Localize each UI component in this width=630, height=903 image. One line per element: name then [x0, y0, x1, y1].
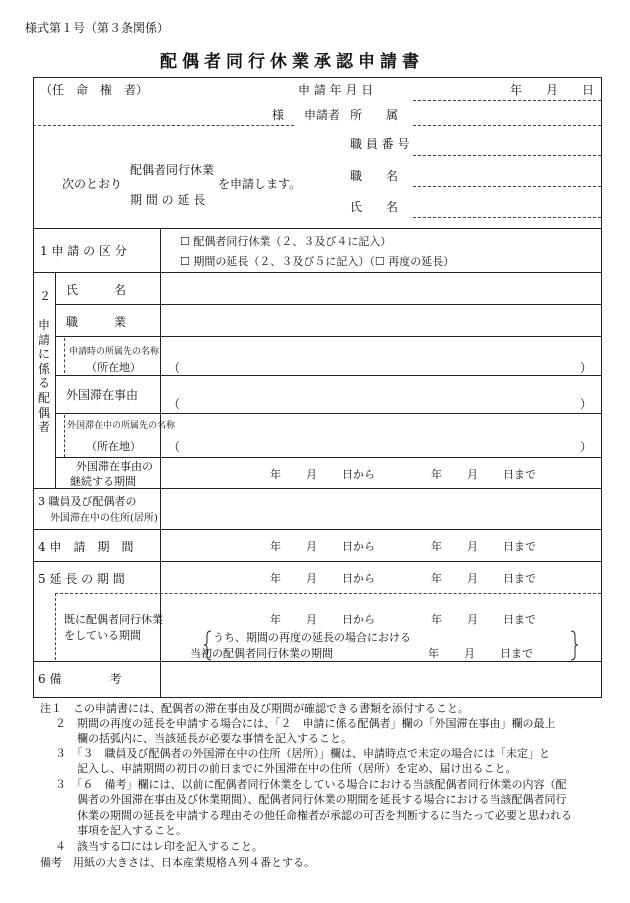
affiliation-name-label: 申請時の所属先の名称 [69, 347, 160, 357]
section3-label-2: 外国滞在中の住所(居所) [50, 513, 158, 524]
paren-open: （ [168, 361, 181, 375]
period-until: 日まで [503, 613, 536, 626]
period-year: 年 [431, 468, 442, 481]
note-3b: 記入し、申請期間の初日の前日までに外国滞在中の住所（居所）を定め、届け出ること。 [77, 762, 517, 775]
period-from: 日から [342, 468, 375, 481]
paren-close: ） [580, 397, 593, 411]
note-5: ４ 該当する☐にはレ印を記入すること。 [55, 840, 263, 853]
section2-bottom-border [33, 488, 602, 489]
period-year: 年 [431, 613, 442, 626]
re-extension-note-1: うち、期間の再度の延長の場合における [213, 631, 411, 644]
period-year: 年 [270, 613, 281, 626]
header-bottom-border [33, 228, 602, 229]
applicant-label: 申請者 [304, 108, 341, 122]
section5-bottom-border [33, 661, 602, 662]
period-until: 日まで [503, 540, 536, 553]
prior-leave-label-1: 既に配偶者同行休業 [64, 613, 163, 626]
section5-dashed-divider [55, 593, 601, 594]
period-year: 年 [270, 468, 281, 481]
note-4b: 偶者の外国滞在事由及び休業期間）、配偶者同行休業の期間を延長する場合における当該配偶者同行 [77, 793, 567, 806]
position-field[interactable] [413, 186, 601, 187]
spouse-name-label: 氏 名 [66, 283, 127, 297]
staff-number-label: 職 員 番 号 [350, 137, 410, 151]
period-month: 月 [467, 572, 478, 585]
date-day: 日 [582, 83, 595, 97]
period-year: 年 [270, 540, 281, 553]
period-month: 月 [306, 613, 317, 626]
row-divider [55, 375, 601, 376]
date-underline [413, 100, 601, 101]
row-divider [55, 336, 601, 337]
abroad-affiliation-location-label: （所在地） [86, 440, 141, 453]
period-from: 日から [342, 572, 375, 585]
period-until: 日まで [503, 572, 536, 585]
prior-leave-label-2: をしている期間 [64, 629, 141, 642]
period-month: 月 [306, 572, 317, 585]
row-divider [55, 304, 601, 305]
appointer-underline [33, 125, 294, 126]
section4-bottom-border [33, 561, 602, 562]
affiliation-location-label: （所在地） [86, 361, 141, 374]
name-field[interactable] [413, 217, 601, 218]
row-divider [55, 457, 601, 458]
period-from: 日から [342, 613, 375, 626]
stay-period-label-1: 外国滞在事由の [76, 460, 153, 473]
name-label: 氏 名 [350, 200, 399, 214]
period-from: 日から [342, 540, 375, 553]
stay-period-label-2: 継続する期間 [70, 475, 136, 488]
period-month: 月 [467, 468, 478, 481]
abroad-affiliation-name-label: 外国滞在中の所属先の名称 [67, 421, 176, 431]
note-4a: ３ 「６ 備考」欄には、以前に配偶者同行休業をしている場合における当該配偶者同行休業の内容（配 [55, 778, 567, 791]
section2-vertical-label: 申請に係る配偶者 [37, 318, 50, 435]
note-4c: 休業の期間の延長を申請する理由その他任命権者が承認の可否を判断するに当たって必要と思われる [77, 809, 572, 822]
note-2a: ２ 期間の再度の延長を申請する場合には、「２ 申請に係る配偶者」欄の「外国滞在事由」欄の最上 [55, 717, 556, 730]
paren-close: ） [580, 361, 593, 375]
table-top-border [33, 77, 602, 78]
section5-dashed-vertical [55, 593, 56, 660]
date-month: 月 [546, 83, 559, 97]
position-label: 職 名 [350, 169, 399, 183]
period-year: 年 [431, 540, 442, 553]
section2-number: ２ [39, 289, 52, 303]
period-year: 年 [270, 572, 281, 585]
spouse-job-label: 職 業 [66, 315, 127, 329]
table-left-border [33, 77, 34, 697]
affiliation-field[interactable] [413, 125, 601, 126]
option-extension-checkbox[interactable]: ☐ 期間の延長（２、３及び５に記入）（☐ 再度の延長） [180, 255, 455, 268]
abroad-affil-bracket [64, 415, 65, 457]
period-month: 月 [306, 540, 317, 553]
foreign-reason-label: 外国滞在事由 [66, 388, 139, 402]
period-year: 年 [428, 647, 439, 660]
intro-prefix: 次のとおり [62, 177, 123, 191]
form-number: 様式第１号（第３条関係） [25, 21, 170, 35]
period-month: 月 [306, 468, 317, 481]
table-right-border [601, 77, 602, 697]
section3-label-1: 3 職員及び配偶者の [38, 495, 137, 508]
paren-close: ） [580, 440, 593, 454]
re-extension-note-2: 当初の配偶者同行休業の期間 [190, 647, 333, 660]
note-1: 注１ この申請書には、配偶者の滞在事由及び期間が確認できる書類を添付すること。 [40, 702, 469, 715]
intro-suffix: を申請します。 [218, 177, 302, 191]
section3-bottom-border [33, 529, 602, 530]
option-spouse-leave-checkbox[interactable]: ☐ 配偶者同行休業（２、３及び４に記入） [180, 235, 392, 248]
appointer-label: （任 命 権 者） [40, 83, 149, 97]
section4-label: 4 申 請 期 間 [38, 540, 134, 554]
remark: 備考 用紙の大きさは、日本産業規格Ａ列４番とする。 [40, 856, 315, 869]
intro-option-leave: 配偶者同行休業 [130, 163, 215, 177]
affiliation-label: 所 属 [350, 108, 399, 122]
period-month: 月 [467, 540, 478, 553]
note-3a: ３ 「３ 職員及び配偶者の外国滞在中の住所（居所）」欄は、申請時点で未定の場合には「未定」と [55, 747, 550, 760]
intro-option-extension: 期 間 の 延 長 [130, 193, 206, 207]
period-year: 年 [431, 572, 442, 585]
form-title: 配偶者同行休業承認申請書 [160, 52, 424, 72]
period-month: 月 [467, 613, 478, 626]
label-column-divider [160, 228, 161, 697]
row-divider [55, 413, 601, 414]
period-until: 日まで [503, 468, 536, 481]
period-month: 月 [464, 647, 475, 660]
section1-label: 1 申 請 の 区 分 [40, 244, 127, 258]
period-until: 日まで [500, 647, 533, 660]
sama-label: 様 [272, 108, 285, 122]
application-date-label: 申 請 年 月 日 [298, 83, 374, 97]
paren-open: （ [168, 397, 181, 411]
affil-bracket [64, 338, 65, 373]
note-4d: 事項を記入すること。 [77, 824, 187, 837]
date-year: 年 [510, 83, 523, 97]
section6-label: 6 備 考 [38, 672, 122, 686]
table-bottom-border [33, 697, 602, 698]
note-2b: 欄の括弧内に、当該延長が必要な事情を記入すること。 [77, 732, 352, 745]
paren-open: （ [168, 440, 181, 454]
section1-bottom-border [33, 272, 602, 273]
section5-label: 5 延 長 の 期 間 [38, 572, 125, 586]
staff-number-field[interactable] [413, 155, 601, 156]
